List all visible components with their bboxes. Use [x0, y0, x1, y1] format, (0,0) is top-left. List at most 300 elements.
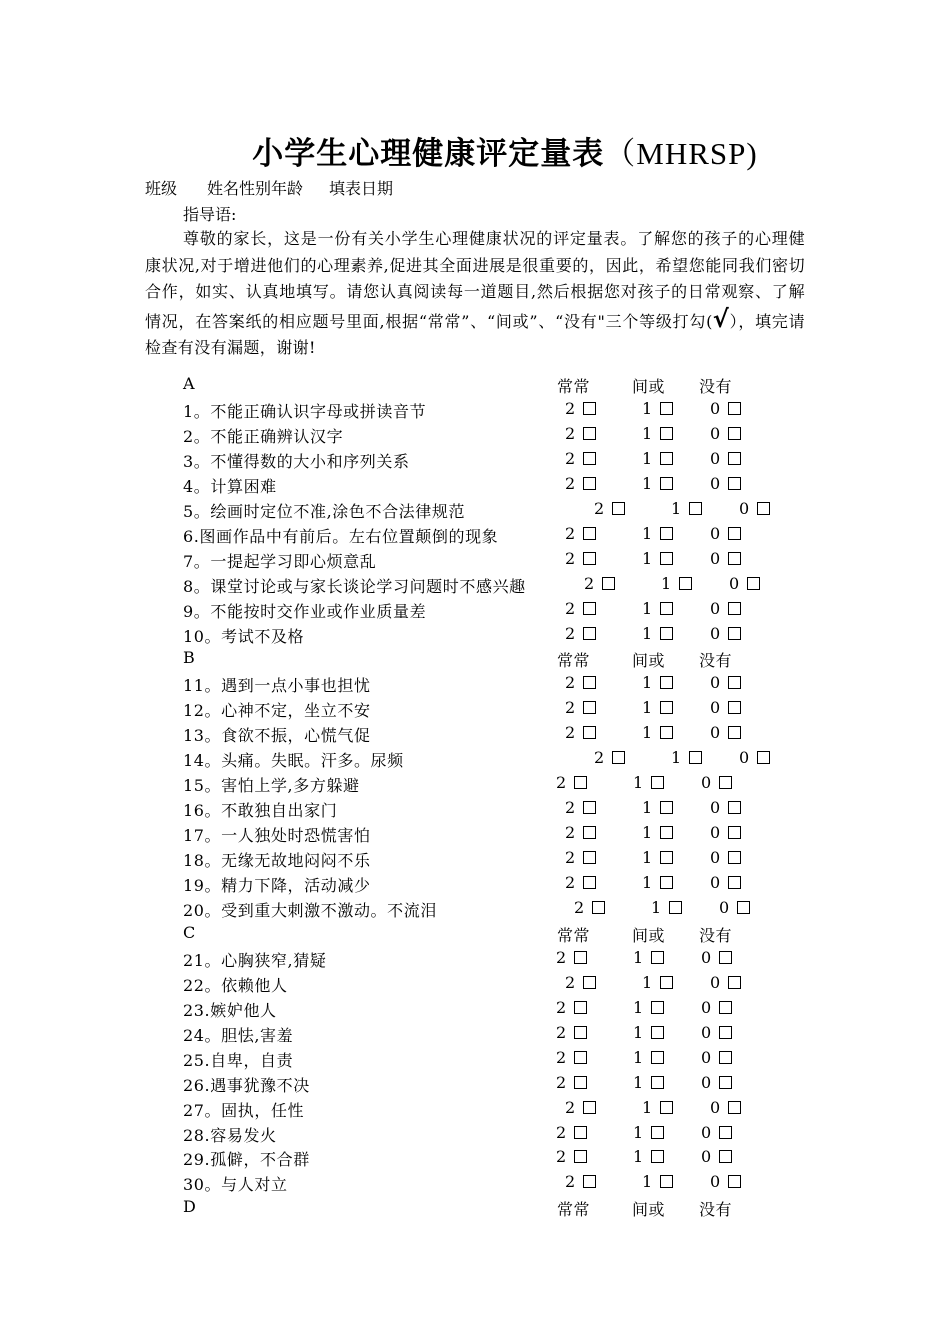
answer-option-sometimes[interactable]: [651, 898, 682, 917]
score-value: 0: [701, 1122, 712, 1142]
checkbox[interactable]: [660, 627, 673, 640]
form-header-fields: [145, 176, 393, 199]
score-value: 0: [739, 748, 750, 768]
answer-option-never[interactable]: [710, 449, 741, 468]
checkbox[interactable]: [728, 477, 741, 490]
score-value: 1: [642, 473, 653, 493]
score-value: 0: [710, 723, 721, 743]
answer-option-often[interactable]: [565, 474, 596, 493]
answer-option-often[interactable]: [556, 948, 587, 967]
score-value: 2: [565, 873, 576, 892]
answer-option-never[interactable]: [739, 748, 770, 767]
checkbox[interactable]: [574, 1150, 587, 1163]
checkbox[interactable]: [651, 776, 664, 789]
checkbox[interactable]: [583, 477, 596, 490]
answer-option-never[interactable]: [710, 1098, 741, 1117]
score-value: 2: [594, 748, 605, 768]
answer-option-sometimes[interactable]: [633, 998, 664, 1017]
answer-option-never[interactable]: [710, 624, 741, 643]
score-value: 1: [642, 598, 653, 618]
checkbox[interactable]: [583, 1175, 596, 1188]
answer-option-never[interactable]: [701, 1048, 732, 1067]
question-text: 25.自卑，自责: [183, 1050, 294, 1070]
question-text: 28.容易发火: [183, 1125, 277, 1145]
check-mark-icon: √: [712, 304, 730, 333]
checkbox[interactable]: [574, 1076, 587, 1089]
answer-option-often[interactable]: [574, 898, 605, 917]
checkbox[interactable]: [728, 552, 741, 565]
column-header-sometimes: 间或: [632, 1200, 666, 1220]
checkbox[interactable]: [660, 527, 673, 540]
answer-option-never[interactable]: [710, 1172, 741, 1191]
question-text: 7。一提起学习即心烦意乱: [183, 551, 377, 571]
score-value: 2: [565, 598, 576, 618]
question-text: 18。无缘无故地闷闷不乐: [183, 851, 371, 871]
answer-option-never[interactable]: [710, 399, 741, 418]
answer-option-often[interactable]: [594, 499, 625, 518]
score-value: 0: [710, 1172, 721, 1192]
answer-option-sometimes[interactable]: [633, 1123, 664, 1142]
answer-option-often[interactable]: [565, 798, 596, 817]
answer-option-sometimes[interactable]: [642, 798, 673, 817]
answer-option-often[interactable]: [565, 624, 596, 643]
checkbox[interactable]: [574, 1051, 587, 1064]
instructions-text-end: ），填完请检查有没有漏题，谢谢!: [145, 311, 805, 357]
checkbox[interactable]: [583, 602, 596, 615]
answer-option-never[interactable]: [701, 1147, 732, 1166]
answer-option-sometimes[interactable]: [633, 948, 664, 967]
answer-option-sometimes[interactable]: [642, 549, 673, 568]
question-text: 21。心胸狭窄,猜疑: [183, 950, 327, 970]
answer-option-sometimes[interactable]: [633, 1023, 664, 1042]
score-value: 1: [661, 573, 672, 593]
column-header-never: 没有: [699, 651, 733, 671]
answer-option-never[interactable]: [710, 723, 741, 742]
score-value: 2: [556, 773, 567, 793]
checkbox[interactable]: [574, 1126, 587, 1139]
checkbox[interactable]: [583, 427, 596, 440]
score-value: 2: [574, 897, 585, 917]
score-value: 2: [556, 1147, 567, 1167]
answer-option-often[interactable]: [565, 449, 596, 468]
checkbox[interactable]: [583, 976, 596, 989]
question-row: [0, 1145, 950, 1169]
answer-option-often[interactable]: [556, 1048, 587, 1067]
question-row: [0, 946, 950, 970]
answer-option-often[interactable]: [556, 1123, 587, 1142]
title-abbreviation: （MHRSP): [604, 136, 758, 171]
checkbox[interactable]: [602, 577, 615, 590]
question-text: 15。害怕上学,多方躲避: [183, 776, 360, 796]
checkbox[interactable]: [583, 402, 596, 415]
score-value: 0: [710, 448, 721, 468]
question-text: 6.图画作品中有前后。左右位置颠倒的现象: [183, 526, 499, 546]
score-value: 0: [729, 573, 740, 593]
column-header-sometimes: 间或: [632, 651, 666, 671]
question-text: 1。不能正确认识字母或拼读音节: [183, 401, 427, 421]
answer-option-sometimes[interactable]: [642, 599, 673, 618]
answer-option-often[interactable]: [556, 773, 587, 792]
checkbox[interactable]: [737, 901, 750, 914]
checkbox[interactable]: [719, 951, 732, 964]
checkbox[interactable]: [651, 1076, 664, 1089]
column-header-never: 没有: [699, 925, 733, 945]
answer-option-never[interactable]: [701, 948, 732, 967]
score-value: 1: [633, 1147, 644, 1167]
score-value: 2: [565, 523, 576, 543]
checkbox[interactable]: [728, 701, 741, 714]
answer-option-sometimes[interactable]: [633, 1147, 664, 1166]
checkbox[interactable]: [660, 552, 673, 565]
answer-option-never[interactable]: [710, 848, 741, 867]
score-value: 0: [710, 972, 721, 992]
date-field-label: 填表日期: [329, 179, 394, 198]
question-text: 27。固执，任性: [183, 1100, 305, 1120]
answer-option-never[interactable]: [710, 424, 741, 443]
answer-option-sometimes[interactable]: [642, 524, 673, 543]
score-value: 1: [642, 523, 653, 543]
checkbox[interactable]: [660, 851, 673, 864]
answer-option-often[interactable]: [565, 549, 596, 568]
score-value: 2: [565, 972, 576, 992]
checkbox[interactable]: [719, 1150, 732, 1163]
answer-option-sometimes[interactable]: [642, 848, 673, 867]
score-value: 0: [719, 897, 730, 917]
checkbox[interactable]: [574, 776, 587, 789]
answer-option-sometimes[interactable]: [642, 698, 673, 717]
checkbox[interactable]: [728, 427, 741, 440]
checkbox[interactable]: [660, 402, 673, 415]
answer-option-never[interactable]: [710, 698, 741, 717]
answer-option-sometimes[interactable]: [642, 1098, 673, 1117]
answer-option-never[interactable]: [710, 673, 741, 692]
answer-option-often[interactable]: [565, 399, 596, 418]
checkbox[interactable]: [660, 452, 673, 465]
score-value: 2: [565, 848, 576, 868]
checkbox[interactable]: [719, 776, 732, 789]
checkbox[interactable]: [660, 726, 673, 739]
answer-option-sometimes[interactable]: [642, 973, 673, 992]
question-text: 26.遇事犹豫不决: [183, 1075, 310, 1095]
answer-option-often[interactable]: [556, 998, 587, 1017]
section-letter: C: [183, 922, 196, 942]
question-row: [0, 422, 950, 446]
answer-option-often[interactable]: [565, 1172, 596, 1191]
checkbox[interactable]: [728, 627, 741, 640]
answer-option-never[interactable]: [710, 599, 741, 618]
checkbox[interactable]: [660, 602, 673, 615]
score-value: 2: [556, 997, 567, 1017]
class-field-label: 班级: [145, 179, 178, 198]
checkbox[interactable]: [728, 826, 741, 839]
score-value: 2: [584, 573, 595, 593]
checkbox[interactable]: [651, 1001, 664, 1014]
checkbox[interactable]: [583, 826, 596, 839]
score-value: 2: [556, 1022, 567, 1042]
answer-option-sometimes[interactable]: [642, 474, 673, 493]
section-header-a: [0, 372, 950, 396]
checkbox[interactable]: [651, 951, 664, 964]
answer-option-never[interactable]: [739, 499, 770, 518]
checkbox[interactable]: [583, 627, 596, 640]
checkbox[interactable]: [583, 676, 596, 689]
answer-option-sometimes[interactable]: [671, 748, 702, 767]
score-value: 0: [710, 873, 721, 892]
checkbox[interactable]: [660, 1101, 673, 1114]
question-row: [0, 821, 950, 845]
answer-option-often[interactable]: [565, 599, 596, 618]
checkbox[interactable]: [574, 1001, 587, 1014]
question-text: 30。与人对立: [183, 1175, 288, 1195]
question-row: [0, 447, 950, 471]
answer-option-sometimes[interactable]: [642, 823, 673, 842]
question-row: [0, 721, 950, 745]
checkbox[interactable]: [583, 726, 596, 739]
answer-option-never[interactable]: [710, 823, 741, 842]
checkbox[interactable]: [651, 1051, 664, 1064]
question-row: [0, 846, 950, 870]
answer-option-often[interactable]: [584, 574, 615, 593]
checkbox[interactable]: [583, 452, 596, 465]
checkbox[interactable]: [728, 726, 741, 739]
question-text: 29.孤僻，不合群: [183, 1150, 310, 1170]
score-value: 2: [565, 798, 576, 818]
checkbox[interactable]: [583, 876, 596, 889]
question-row: [0, 1021, 950, 1045]
answer-option-often[interactable]: [556, 1073, 587, 1092]
checkbox[interactable]: [660, 826, 673, 839]
score-value: 1: [642, 1097, 653, 1117]
question-row: [0, 597, 950, 621]
answer-option-never[interactable]: [710, 973, 741, 992]
answer-option-sometimes[interactable]: [642, 873, 673, 892]
score-value: 1: [633, 1047, 644, 1067]
score-value: 1: [671, 748, 682, 768]
answer-option-never[interactable]: [701, 1073, 732, 1092]
question-row: [0, 522, 950, 546]
instructions-text: 尊敬的家长，这是一份有关小学生心理健康状况的评定量表。了解您的孩子的心理健康状况,对于增进他们的心理素养,促进其全面进展是很重要的，因此，希望您能同我们密切合作，如实、认真地填写。请您认真阅读每一道题目,然后根据您对孩子的日常观察、了解情况，在答案纸的相应题号里面,根据“常常”、“间或”、“没有"三个等级打勾(: [145, 229, 805, 331]
answer-option-sometimes[interactable]: [642, 673, 673, 692]
answer-option-often[interactable]: [565, 698, 596, 717]
question-text: 23.嫉妒他人: [183, 1000, 277, 1020]
answer-option-often[interactable]: [565, 1098, 596, 1117]
answer-option-often[interactable]: [565, 873, 596, 892]
question-text: 4。计算困难: [183, 476, 277, 496]
checkbox[interactable]: [660, 676, 673, 689]
checkbox[interactable]: [660, 477, 673, 490]
score-value: 0: [701, 1047, 712, 1067]
score-value: 1: [642, 848, 653, 868]
score-value: 1: [642, 798, 653, 818]
checkbox[interactable]: [583, 552, 596, 565]
answer-option-often[interactable]: [565, 723, 596, 742]
answer-option-often[interactable]: [565, 424, 596, 443]
answer-option-sometimes[interactable]: [633, 773, 664, 792]
score-value: 2: [594, 498, 605, 518]
checkbox[interactable]: [660, 701, 673, 714]
score-value: 2: [565, 448, 576, 468]
checkbox[interactable]: [728, 402, 741, 415]
score-value: 0: [739, 498, 750, 518]
checkbox[interactable]: [757, 751, 770, 764]
score-value: 0: [710, 523, 721, 543]
question-text: 20。受到重大刺激不激动。不流泪: [183, 900, 437, 920]
question-text: 2。不能正确辨认汉字: [183, 426, 344, 446]
checkbox[interactable]: [612, 751, 625, 764]
answer-option-never[interactable]: [710, 474, 741, 493]
section-letter: B: [183, 648, 196, 668]
question-text: 9。不能按时交作业或作业质量差: [183, 601, 427, 621]
score-value: 2: [565, 398, 576, 418]
answer-option-never[interactable]: [701, 773, 732, 792]
question-row: [0, 871, 950, 895]
score-value: 1: [633, 1022, 644, 1042]
answer-option-never[interactable]: [710, 873, 741, 892]
checkbox[interactable]: [719, 1026, 732, 1039]
answer-option-sometimes[interactable]: [633, 1073, 664, 1092]
answer-option-never[interactable]: [710, 549, 741, 568]
answer-option-never[interactable]: [729, 574, 760, 593]
checkbox[interactable]: [660, 976, 673, 989]
score-value: 0: [710, 673, 721, 693]
checkbox[interactable]: [583, 527, 596, 540]
checkbox[interactable]: [747, 577, 760, 590]
question-text: 10。考试不及格: [183, 626, 305, 646]
checkbox[interactable]: [728, 676, 741, 689]
checkbox[interactable]: [583, 801, 596, 814]
answer-option-sometimes[interactable]: [642, 449, 673, 468]
checkbox[interactable]: [728, 1101, 741, 1114]
score-value: 2: [565, 698, 576, 718]
section-letter: D: [183, 1197, 197, 1217]
answer-option-never[interactable]: [701, 1023, 732, 1042]
score-value: 1: [642, 723, 653, 743]
checkbox[interactable]: [728, 1175, 741, 1188]
answer-option-sometimes[interactable]: [642, 1172, 673, 1191]
score-value: 0: [710, 1097, 721, 1117]
answer-option-sometimes[interactable]: [642, 723, 673, 742]
answer-option-often[interactable]: [565, 848, 596, 867]
answer-option-never[interactable]: [701, 998, 732, 1017]
answer-option-never[interactable]: [701, 1123, 732, 1142]
checkbox[interactable]: [651, 1126, 664, 1139]
checkbox[interactable]: [757, 502, 770, 515]
question-row: [0, 671, 950, 695]
checkbox[interactable]: [719, 1076, 732, 1089]
checkbox[interactable]: [728, 976, 741, 989]
score-value: 2: [556, 1122, 567, 1142]
checkbox[interactable]: [592, 901, 605, 914]
column-header-never: 没有: [699, 1200, 733, 1220]
question-row: [0, 1046, 950, 1070]
checkbox[interactable]: [651, 1150, 664, 1163]
answer-option-sometimes[interactable]: [642, 424, 673, 443]
checkbox[interactable]: [689, 751, 702, 764]
column-header-never: 没有: [699, 377, 733, 396]
column-header-sometimes: 间或: [632, 925, 666, 945]
checkbox[interactable]: [583, 1101, 596, 1114]
checkbox[interactable]: [660, 801, 673, 814]
checkbox[interactable]: [583, 851, 596, 864]
checkbox[interactable]: [574, 1026, 587, 1039]
question-text: 11。遇到一点小事也担忧: [183, 676, 371, 696]
score-value: 1: [633, 947, 644, 967]
checkbox[interactable]: [728, 851, 741, 864]
checkbox[interactable]: [679, 577, 692, 590]
score-value: 1: [633, 1122, 644, 1142]
answer-option-often[interactable]: [556, 1023, 587, 1042]
checkbox[interactable]: [660, 427, 673, 440]
answer-option-sometimes[interactable]: [642, 624, 673, 643]
checkbox[interactable]: [728, 876, 741, 889]
checkbox[interactable]: [660, 876, 673, 889]
checkbox[interactable]: [728, 602, 741, 615]
score-value: 1: [642, 873, 653, 892]
answer-option-often[interactable]: [565, 673, 596, 692]
score-value: 2: [565, 1097, 576, 1117]
answer-option-often[interactable]: [565, 524, 596, 543]
question-text: 12。心神不定，坐立不安: [183, 701, 371, 721]
answer-option-sometimes[interactable]: [661, 574, 692, 593]
checkbox[interactable]: [651, 1026, 664, 1039]
checkbox[interactable]: [719, 1001, 732, 1014]
score-value: 1: [651, 897, 662, 917]
question-row: [0, 746, 950, 770]
answer-option-never[interactable]: [719, 898, 750, 917]
checkbox[interactable]: [728, 452, 741, 465]
checkbox[interactable]: [660, 1175, 673, 1188]
checkbox[interactable]: [728, 527, 741, 540]
score-value: 0: [710, 423, 721, 443]
score-value: 0: [701, 1147, 712, 1167]
answer-option-often[interactable]: [565, 823, 596, 842]
question-row: [0, 1121, 950, 1145]
answer-option-sometimes[interactable]: [671, 499, 702, 518]
checkbox[interactable]: [574, 951, 587, 964]
score-value: 0: [701, 1022, 712, 1042]
score-value: 2: [565, 823, 576, 843]
answer-option-often[interactable]: [565, 973, 596, 992]
question-text: 24。胆怯,害羞: [183, 1025, 294, 1045]
checkbox[interactable]: [583, 701, 596, 714]
answer-option-sometimes[interactable]: [642, 399, 673, 418]
score-value: 2: [556, 1072, 567, 1092]
question-row: [0, 572, 950, 596]
answer-option-sometimes[interactable]: [633, 1048, 664, 1067]
score-value: 2: [565, 1172, 576, 1192]
checkbox[interactable]: [719, 1126, 732, 1139]
question-row: [0, 1096, 950, 1120]
answer-option-often[interactable]: [556, 1147, 587, 1166]
checkbox[interactable]: [728, 801, 741, 814]
instructions-label: 指导语:: [183, 205, 237, 224]
score-value: 0: [701, 947, 712, 967]
answer-option-never[interactable]: [710, 798, 741, 817]
score-value: 0: [710, 823, 721, 843]
score-value: 2: [565, 673, 576, 693]
question-row: [0, 771, 950, 795]
score-value: 0: [710, 798, 721, 818]
question-text: 5。绘画时定位不准,涂色不合法律规范: [183, 501, 466, 521]
checkbox[interactable]: [689, 502, 702, 515]
question-text: 17。一人独处时恐慌害怕: [183, 826, 371, 846]
checkbox[interactable]: [612, 502, 625, 515]
section-letter: A: [183, 374, 196, 393]
answer-option-often[interactable]: [594, 748, 625, 767]
checkbox[interactable]: [669, 901, 682, 914]
answer-option-never[interactable]: [710, 524, 741, 543]
checkbox[interactable]: [719, 1051, 732, 1064]
